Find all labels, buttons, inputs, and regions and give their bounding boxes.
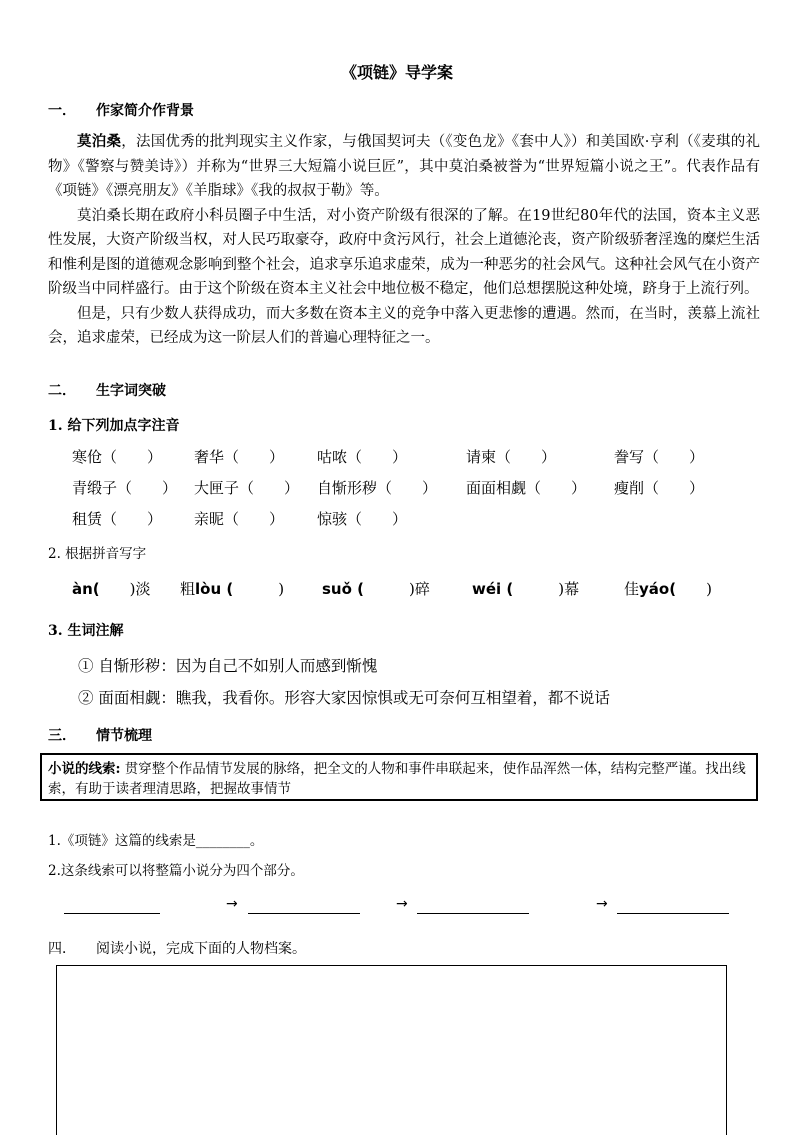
section-3-number: 三．	[48, 728, 76, 744]
question-1-label: 1. 给下列加点字注音	[48, 418, 180, 434]
character-profile-box[interactable]	[56, 965, 727, 1135]
pinyin-item-3: suǒ ( )碎	[322, 580, 430, 598]
page-title: 《项链》导学案	[340, 63, 453, 82]
clue-definition-box	[40, 753, 758, 801]
section-4-title: 阅读小说，完成下面的人物档案。	[96, 941, 306, 957]
section-4-number: 四．	[48, 941, 76, 957]
word-item: 请柬（ ）	[466, 448, 557, 466]
word-item: 瘦削（ ）	[614, 479, 705, 497]
plot-question-2: 2.这条线索可以将整篇小说分为四个部分。	[48, 863, 304, 879]
word-item: 自惭形秽（ ）	[317, 479, 438, 497]
word-item: 惊骇（ ）	[317, 510, 408, 528]
plot-blank-1[interactable]	[64, 913, 160, 914]
word-item: 大匣子（ ）	[194, 479, 300, 497]
word-item: 面面相觑（ ）	[466, 479, 587, 497]
pinyin-item-5: 佳yáo( )	[624, 580, 712, 598]
question-2-label: 2. 根据拼音写字	[48, 546, 147, 562]
clue-definition-label: 小说的线索:	[48, 761, 121, 777]
section-3-title: 情节梳理	[96, 728, 152, 744]
word-item: 租赁（ ）	[72, 510, 163, 528]
plot-blank-3[interactable]	[417, 913, 529, 914]
word-item: 咕哝（ ）	[317, 448, 408, 466]
plot-blank-4[interactable]	[617, 913, 729, 914]
section-2-number: 二．	[48, 383, 76, 399]
intro-paragraph-1: 莫泊桑，法国优秀的批判现实主义作家，与俄国契诃夫（《变色龙》《套中人》）和美国欧·亨利（《麦琪的礼物》《警察与赞美诗》）并称为“世界三大短篇小说巨匠”，其中莫泊桑被誉为“世界短篇小说之王”。代表作品有《项链》《漂亮朋友》《羊脂球》《我的叔叔于勒》等。	[48, 133, 761, 199]
intro-text	[48, 130, 760, 351]
plot-blank-2[interactable]	[248, 913, 360, 914]
pinyin-item-2: 粗lòu ( )	[180, 580, 285, 598]
question-3-label: 3. 生词注解	[48, 623, 124, 639]
clue-definition-text: 贯穿整个作品情节发展的脉络，把全文的人物和事件串联起来，使作品浑然一体，结构完整严谨。找出线索，有助于读者理清思路，把握故事情节	[48, 761, 746, 797]
section-1-title: 作家简介作背景	[96, 103, 194, 119]
arrow-icon: →	[226, 896, 238, 912]
section-2-title: 生字词突破	[96, 383, 166, 399]
arrow-icon: →	[596, 896, 608, 912]
vocab-note-1: ① 自惭形秽：因为自己不如别人而感到惭愧	[78, 657, 378, 675]
pinyin-item-1: àn( )淡	[72, 580, 151, 598]
word-item: 寒伧（ ）	[72, 448, 163, 466]
arrow-icon: →	[396, 896, 408, 912]
word-item: 誊写（ ）	[614, 448, 705, 466]
plot-question-1: 1.《项链》这篇的线索是________。	[48, 833, 264, 849]
word-item: 青缎子（ ）	[72, 479, 178, 497]
word-item: 奢华（ ）	[194, 448, 285, 466]
intro-paragraph-3: 但是，只有少数人获得成功，而大多数在资本主义的竞争中落入更悲惨的遭遇。然而，在当时，羡慕上流社会，追求虚荣，已经成为这一阶层人们的普遍心理特征之一。	[48, 305, 760, 346]
word-item: 亲昵（ ）	[194, 510, 285, 528]
intro-paragraph-2: 莫泊桑长期在政府小科员圈子中生活，对小资产阶级有很深的了解。在19世纪80年代的法国，资本主义恶性发展，大资产阶级当权，对人民巧取豪夺，政府中贪污风行，社会上道德沦丧，资产阶级骄奢淫逸的糜烂生活和惟利是图的道德观念影响到整个社会，追求享乐追求虚荣，成为一种恶劣的社会风气。这种社会风气在小资产阶级当中同样盛行。由于这个阶级在资本主义社会中地位极不稳定，他们总想摆脱这种处境，跻身于上流行列。	[48, 207, 760, 297]
author-name: 莫泊桑	[77, 133, 122, 150]
section-1-number: 一．	[48, 103, 76, 119]
pinyin-item-4: wéi ( )幕	[472, 580, 580, 598]
vocab-note-2: ② 面面相觑：瞧我，我看你。形容大家因惊惧或无可奈何互相望着，都不说话	[78, 689, 610, 707]
